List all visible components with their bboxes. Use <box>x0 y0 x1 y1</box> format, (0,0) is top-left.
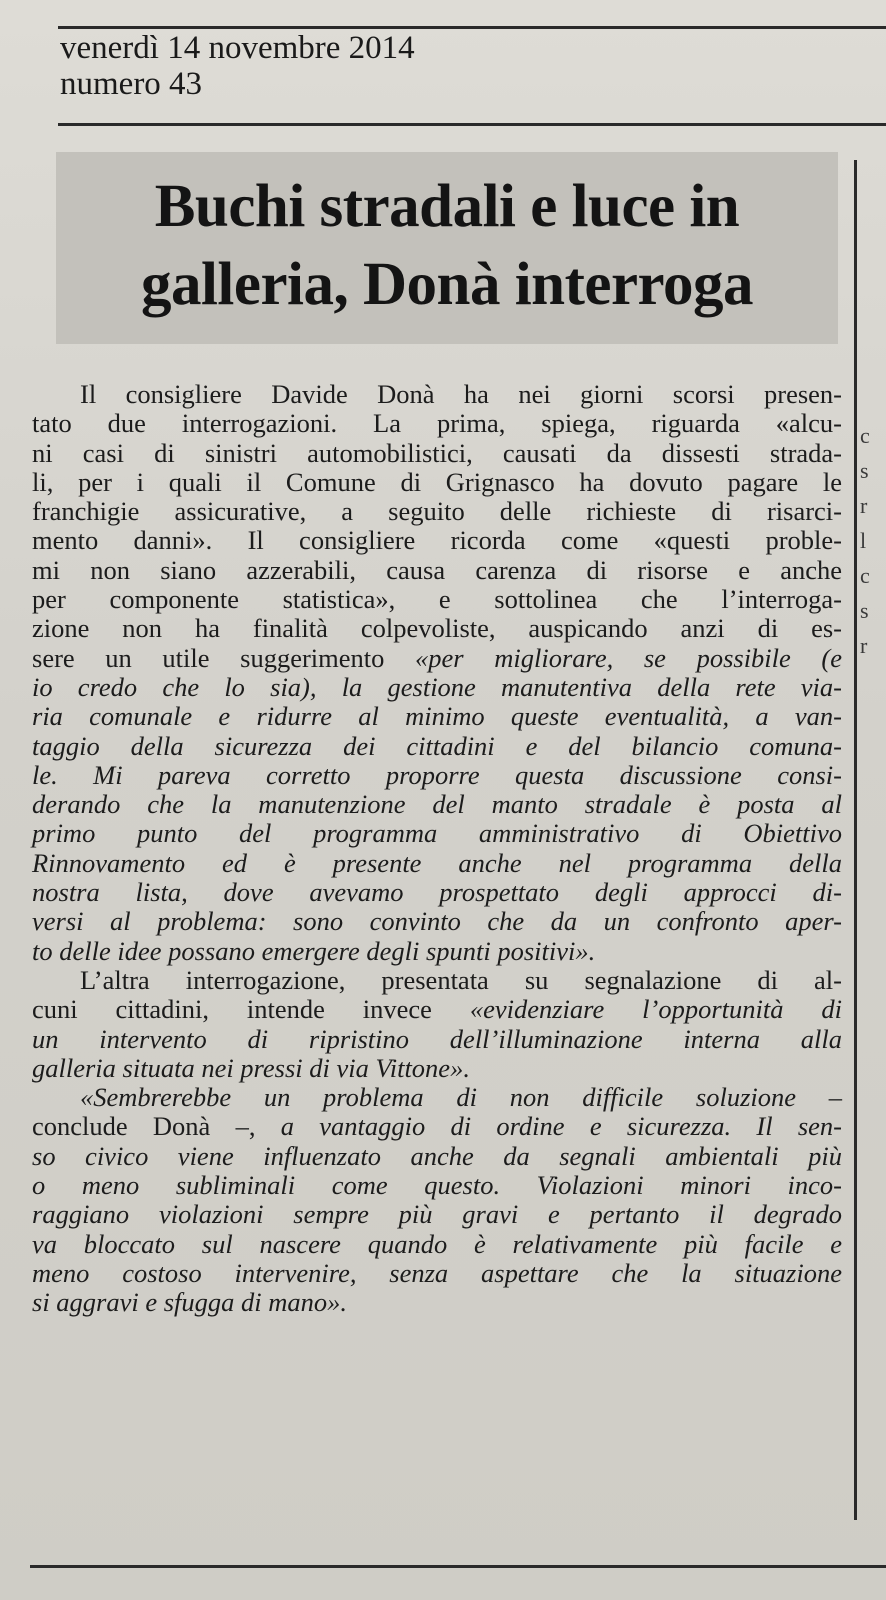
dateline <box>60 30 415 102</box>
article-line: so civico viene influenzato anche da segnali ambientali più <box>32 1140 842 1171</box>
article-line: Il consigliere Davide Donà ha nei giorni scorsi presen- <box>80 379 842 409</box>
article-line: un intervento di ripristino dell’illuminazione interna alla <box>32 1023 842 1054</box>
article-line: franchigie assicurative, a seguito delle richieste di risarci- <box>32 496 842 527</box>
margin-letter: r <box>860 493 868 518</box>
article-line: va bloccato sul nascere quando è relativamente più facile e <box>32 1228 842 1259</box>
bottom-rule <box>30 1565 886 1568</box>
margin-letter: l <box>860 528 867 553</box>
margin-letter: s <box>860 598 869 623</box>
article-line: le. Mi pareva corretto proporre questa discussione consi- <box>32 759 842 790</box>
article-line: «Sembrerebbe un problema di non difficile soluzione – <box>80 1082 842 1113</box>
article-line: sere un utile suggerimento «per migliorare, se possibile (e <box>32 642 843 673</box>
article-line: primo punto del programma amministrativo di Obiettivo <box>32 818 842 849</box>
article-line: nostra lista, dove avevamo prospettato degli approcci di- <box>32 877 842 908</box>
article-line: si aggravi e sfugga di mano». <box>32 1287 348 1318</box>
article-line: to delle idee possano emergere degli spunti positivi». <box>32 935 596 966</box>
column-rule <box>854 160 857 1520</box>
article-line: io credo che lo sia), la gestione manutentiva della rete via- <box>32 671 842 702</box>
article-line: derando che la manutenzione del manto stradale è posta al <box>32 789 842 820</box>
article-line: mento danni». Il consigliere ricorda come «questi proble- <box>32 525 842 556</box>
margin-letter: c <box>860 423 870 448</box>
issue-date: venerdì 14 novembre 2014 <box>60 30 415 66</box>
article-line: taggio della sicurezza dei cittadini e del bilancio comuna- <box>32 730 842 761</box>
article-line: raggiano violazioni sempre più gravi e pertanto il degrado <box>32 1199 842 1230</box>
article-headline <box>56 168 838 324</box>
headline-line-2: galleria, Donà interroga <box>140 251 754 318</box>
article-line: zione non ha finalità colpevoliste, auspicando anzi di es- <box>32 613 842 644</box>
article-line: o meno subliminali come questo. Violazioni minori inco- <box>32 1170 842 1201</box>
article-line: cuni cittadini, intende invece «evidenziare l’opportunità di <box>32 994 842 1025</box>
article-line: tato due interrogazioni. La prima, spiega, riguarda «alcu- <box>32 408 842 439</box>
margin-letter: s <box>860 458 869 483</box>
header-rule <box>58 123 886 126</box>
article-body <box>32 380 842 1318</box>
article-line: L’altra interrogazione, presentata su segnalazione di al- <box>80 964 842 995</box>
article-line: per componente statistica», e sottolinea che l’interroga- <box>32 584 842 615</box>
adjacent-column-fragment <box>860 418 886 663</box>
article-line: ria comunale e ridurre al minimo queste eventualità, a van- <box>32 701 842 732</box>
article-line: ni casi di sinistri automobilistici, causati da dissesti strada- <box>32 437 842 468</box>
headline-line-1: Buchi stradali e luce in <box>154 173 740 240</box>
issue-number: numero 43 <box>60 66 203 102</box>
article-line: versi al problema: sono convinto che da un confronto aper- <box>32 906 842 937</box>
article-line: Rinnovamento ed è presente anche nel programma della <box>32 847 842 878</box>
article-line: mi non siano azzerabili, causa carenza di risorse e anche <box>32 554 842 585</box>
article-line: li, per i quali il Comune di Grignasco ha dovuto pagare le <box>32 466 842 497</box>
top-rule <box>58 26 886 29</box>
article-line: meno costoso intervenire, senza aspettare che la situazione <box>32 1257 842 1288</box>
margin-letter: r <box>860 633 868 658</box>
margin-letter: c <box>860 563 870 588</box>
article-line: conclude Donà –, a vantaggio di ordine e sicurezza. Il sen- <box>32 1111 842 1142</box>
article-line: galleria situata nei pressi di via Vittone». <box>32 1052 470 1083</box>
